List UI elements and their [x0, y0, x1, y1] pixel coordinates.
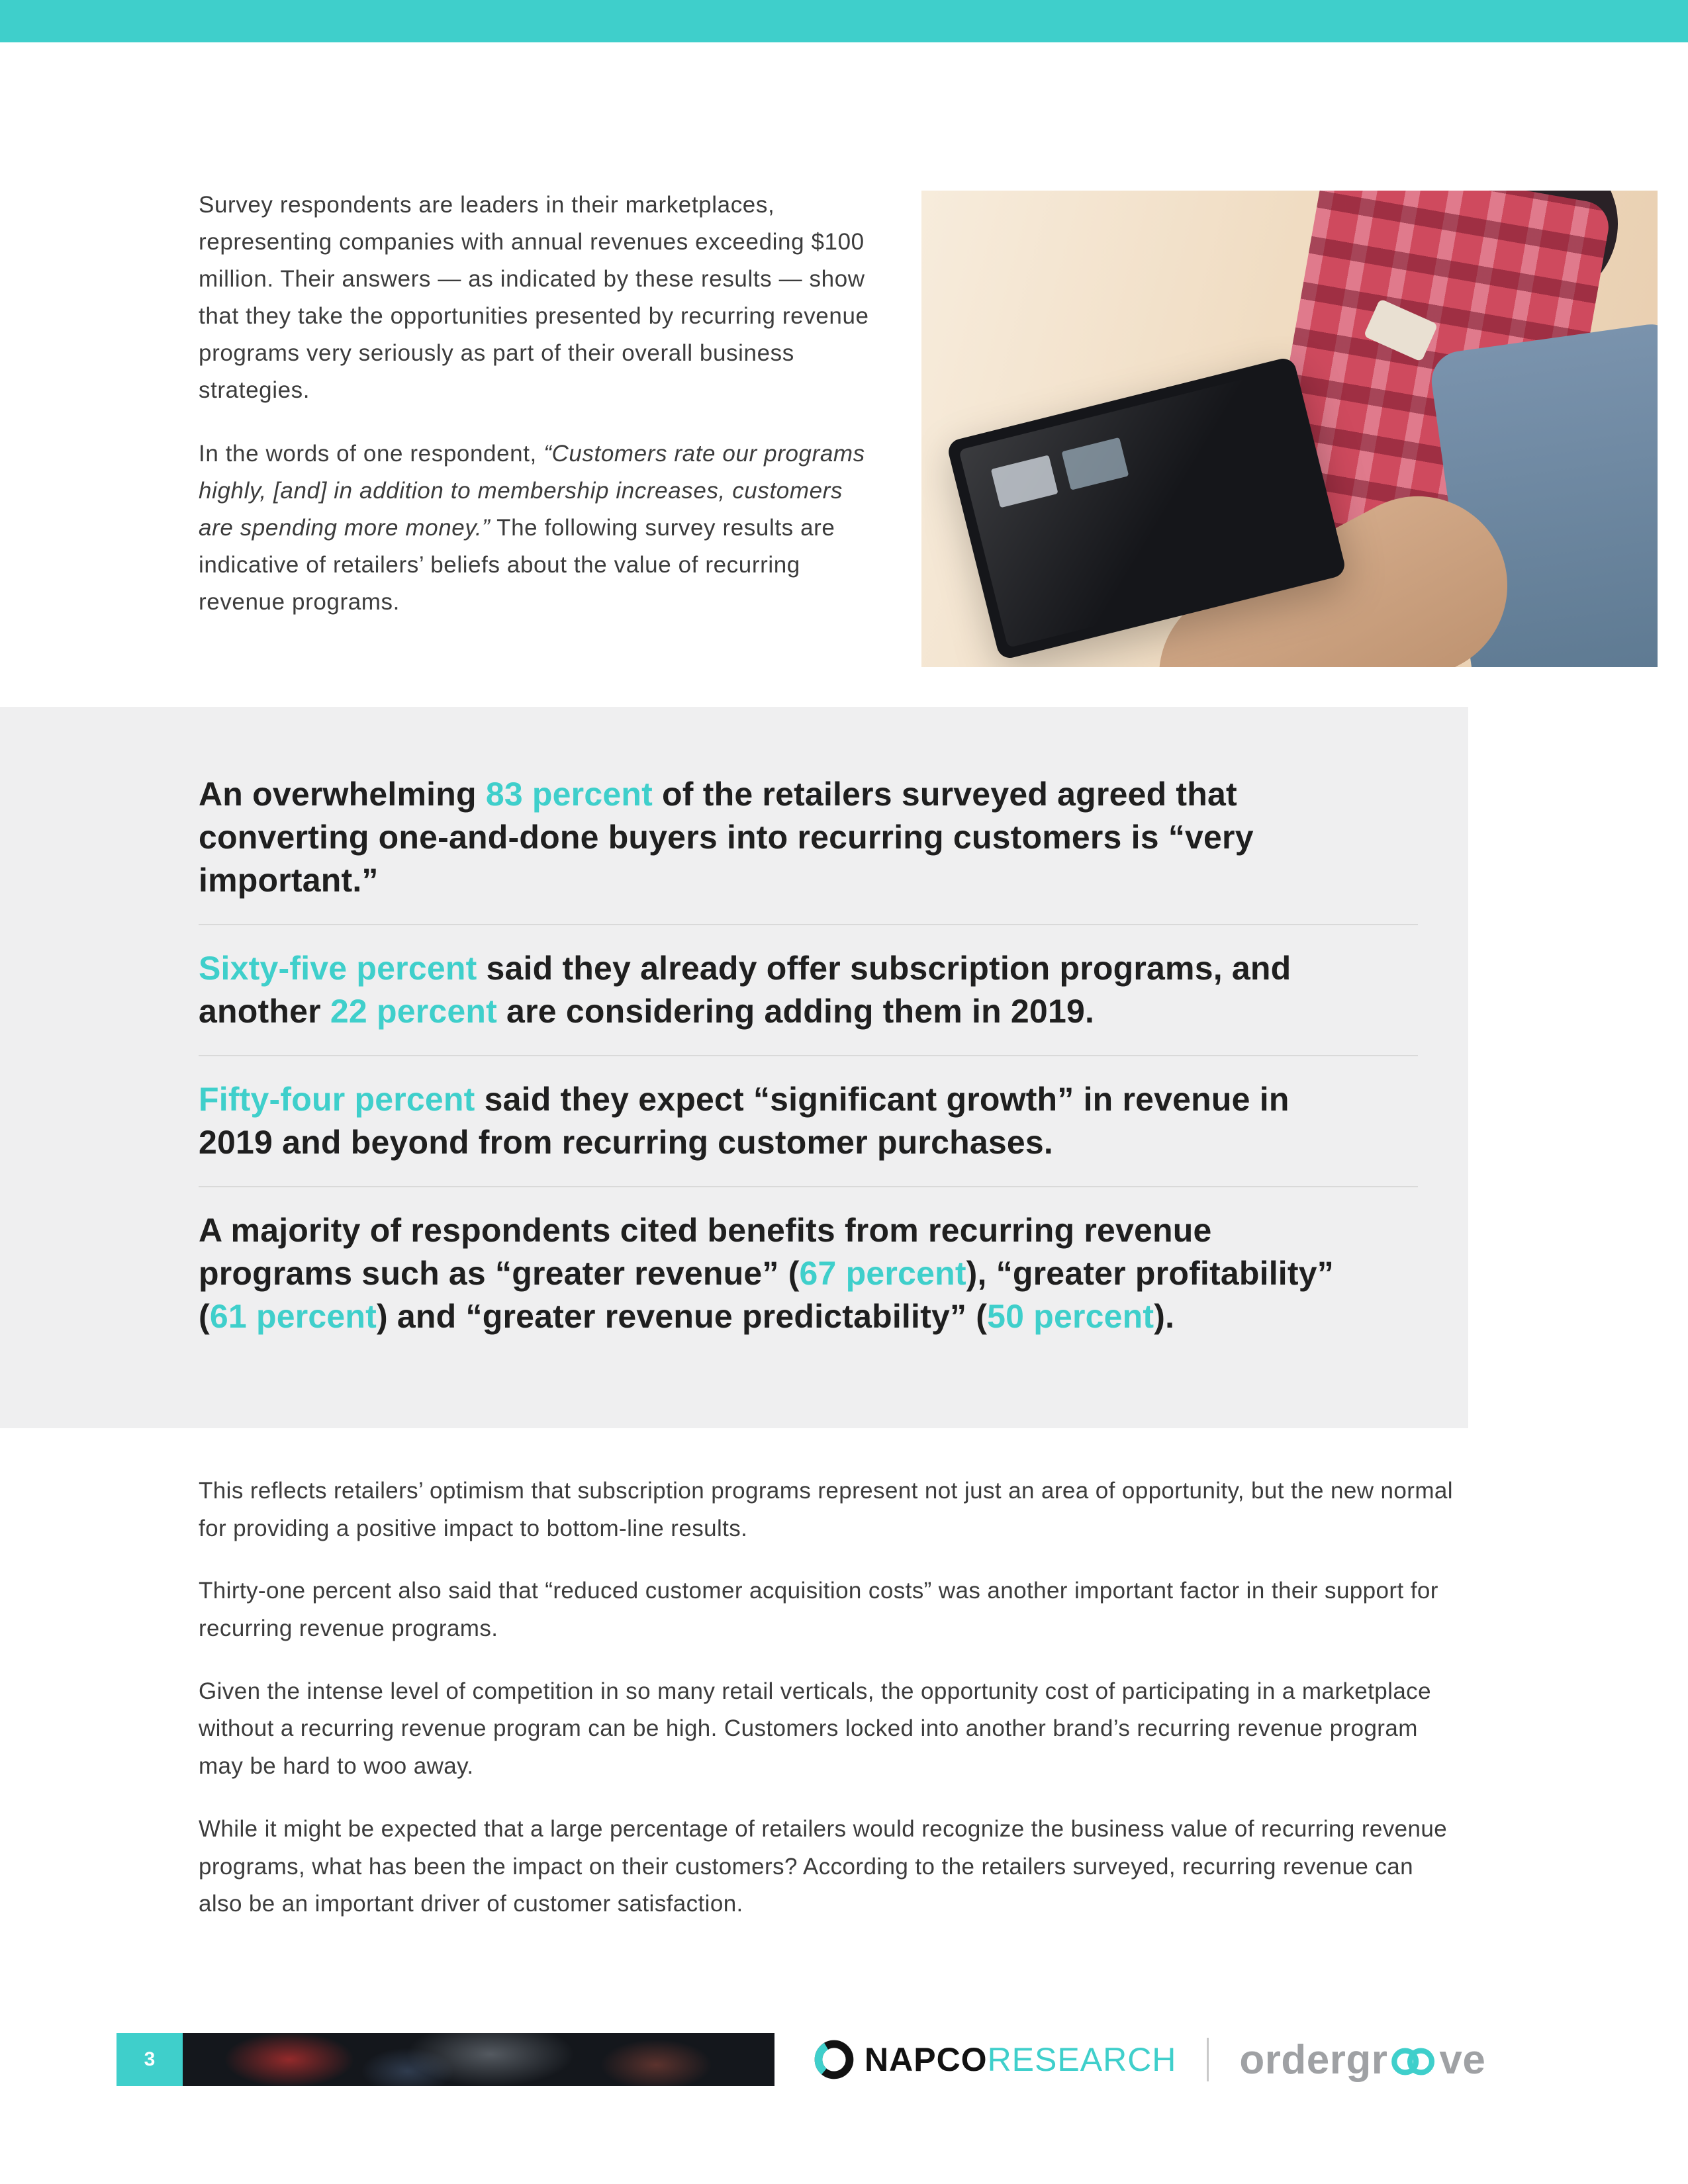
stat-callout-1: An overwhelming 83 percent of the retailers surveyed agreed that converting one-and-done buyers into recurring customers is “very important.”: [199, 776, 1254, 899]
body-paragraph-2: Thirty-one percent also said that “reduced customer acquisition costs” was another important factor in their support for recurring revenue programs.: [199, 1578, 1438, 1642]
napco-circle-icon: [813, 2038, 855, 2081]
divider: [199, 1186, 1418, 1187]
body-text-column: [199, 1473, 1463, 1948]
logo-separator: [1207, 2038, 1209, 2081]
top-accent-bar: [0, 0, 1688, 42]
photo-shape-screen-thumb: [1062, 437, 1129, 490]
napco-research-wordmark: RESEARCH: [987, 2041, 1177, 2078]
stats-callout-box: [0, 707, 1468, 1428]
ordergroove-wordmark-pre: ordergr: [1239, 2036, 1388, 2083]
body-paragraph-3: Given the intense level of competition in so many retail verticals, the opportunity cost of participating in a marketplace without a recurring revenue program can be high. Customers locked into another brand’s recurring revenue program may be hard to woo away.: [199, 1678, 1431, 1780]
footer-logos: [813, 2033, 1485, 2086]
intro-paragraph-1: Survey respondents are leaders in their marketplaces, representing companies with annual revenues exceeding $100 million. Their answers — as indicated by these results — show that they take the opportunities presented by recurring revenue programs very seriously as part of their overall business strategies.: [199, 192, 869, 403]
divider: [199, 924, 1418, 925]
body-paragraph-4: While it might be expected that a large percentage of retailers would recognize the business value of recurring revenue programs, what has been the impact on their customers? According to the retailers surveyed, recurring revenue can also be an important driver of customer satisfaction.: [199, 1815, 1448, 1917]
page-number: 3: [144, 2048, 156, 2070]
divider: [199, 1055, 1418, 1056]
intro-paragraph-2: In the words of one respondent, “Customers rate our programs highly, [and] in addition to membership increases, customers are spending more money.” The following survey results are indicative of retailers’ beliefs about the value of recurring revenue programs.: [199, 441, 865, 615]
page-number-badge: [117, 2033, 183, 2086]
intro-text-column: [199, 187, 880, 647]
ordergroove-logo: [1239, 2036, 1485, 2083]
stat-callout-3: Fifty-four percent said they expect “significant growth” in revenue in 2019 and beyond from recurring customer purchases.: [199, 1081, 1289, 1161]
footer-photo-strip: [183, 2033, 774, 2086]
photo-shape-screen-thumb: [991, 455, 1058, 508]
hero-photo: [921, 191, 1658, 667]
napco-wordmark: NAPCO: [865, 2041, 988, 2078]
ordergroove-wordmark-post: ve: [1439, 2036, 1486, 2083]
stat-callout-2: Sixty-five percent said they already offer subscription programs, and another 22 percent are considering adding them in 2019.: [199, 950, 1291, 1030]
ordergroove-oo-icon: [1389, 2046, 1438, 2077]
napco-research-logo: [813, 2038, 1176, 2081]
body-paragraph-1: This reflects retailers’ optimism that subscription programs represent not just an area of opportunity, but the new normal for providing a positive impact to bottom-line results.: [199, 1478, 1453, 1541]
stat-callout-4: A majority of respondents cited benefits from recurring revenue programs such as “greater revenue” (67 percent), “greater profitability” (61 percent) and “greater revenue predictability” (50 percent).: [199, 1212, 1334, 1335]
